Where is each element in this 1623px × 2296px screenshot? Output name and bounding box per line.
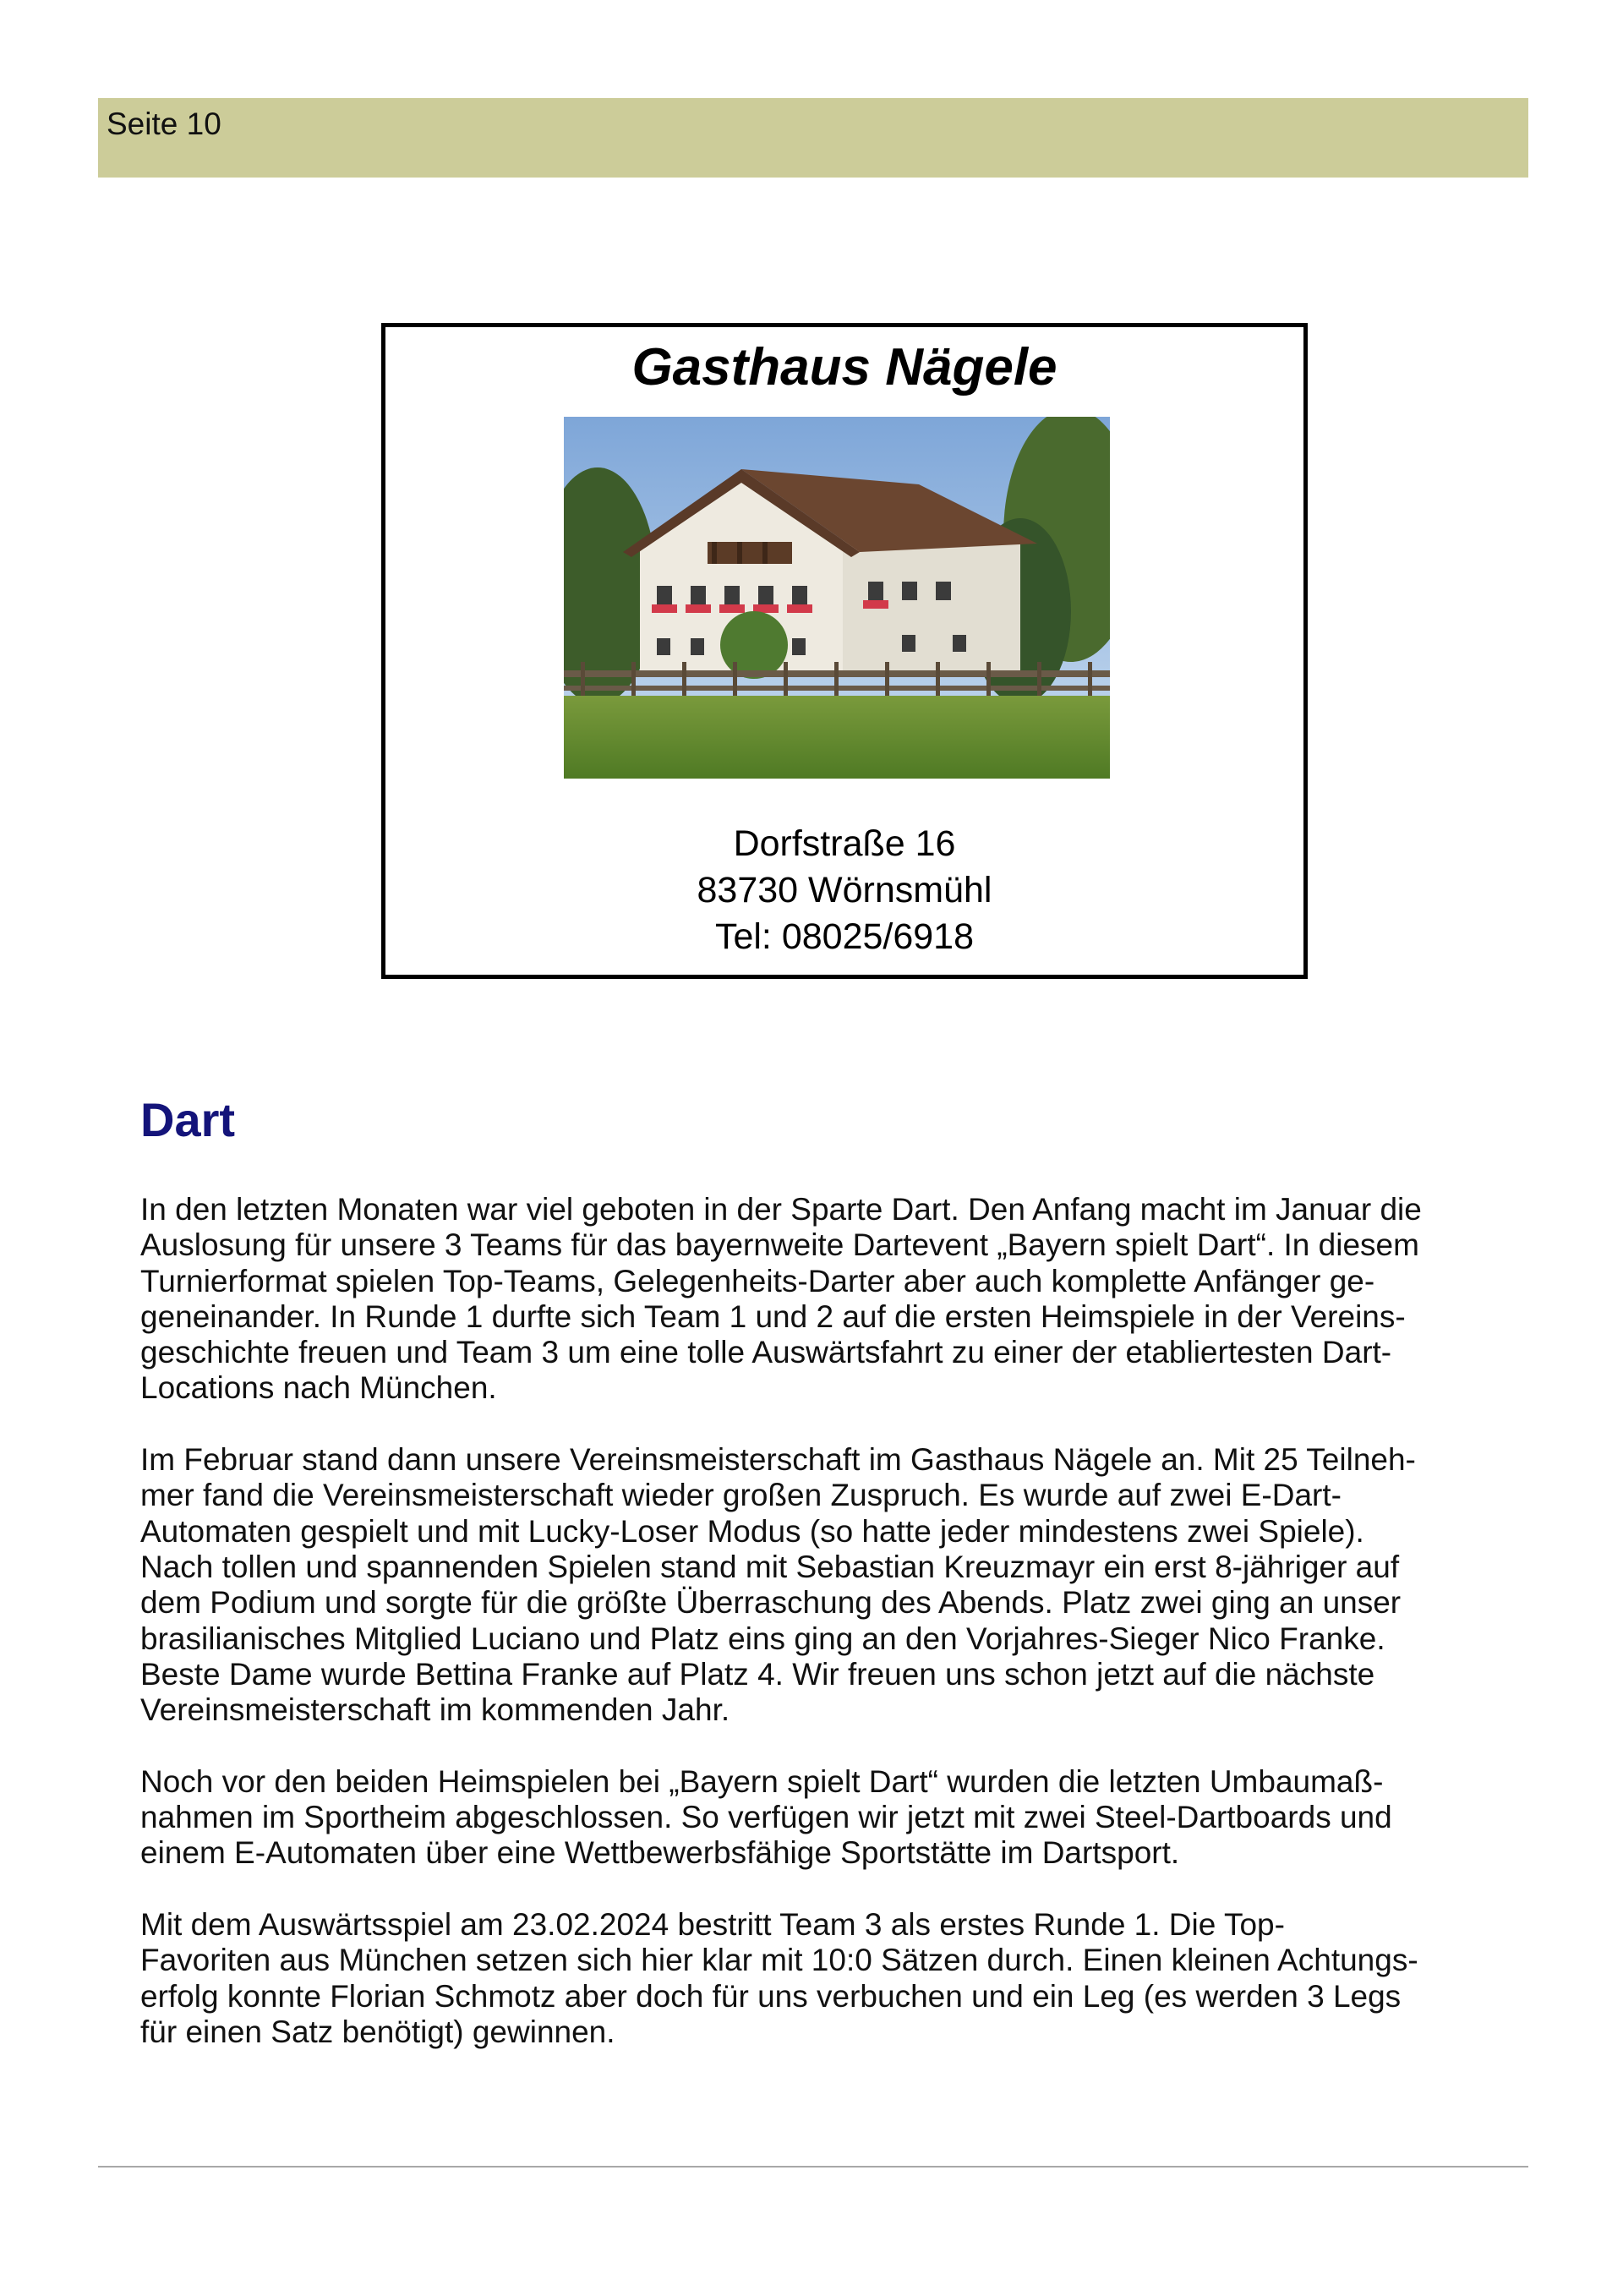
article-body [140,1192,1501,2086]
text-line: einem E-Automaten über eine Wettbewerbsfähige Sportstätte im Dartsport. [140,1835,1180,1871]
text-line: dem Podium und sorgte für die größte Überraschung des Abends. Platz zwei ging an unser [140,1585,1402,1621]
text-line: für einen Satz benötigt) gewinnen. [140,2014,615,2049]
text-line: geschichte freuen und Team 3 um eine tolle Auswärtsfahrt zu einer der etabliertesten Dart- [140,1335,1392,1370]
paragraph [140,1907,1501,2050]
text-line: In den letzten Monaten war viel geboten in der Sparte Dart. Den Anfang macht im Januar die [140,1192,1422,1227]
text-line: Nach tollen und spannenden Spielen stand mit Sebastian Kreuzmayr ein erst 8-jähriger auf [140,1549,1400,1584]
page-number: Seite 10 [107,107,221,141]
text-line: Locations nach München. [140,1370,497,1406]
text-line: nahmen im Sportheim abgeschlossen. So verfügen wir jetzt mit zwei Steel-Dartboards und [140,1800,1392,1835]
text-line: mer fand die Vereinsmeisterschaft wieder großen Zuspruch. Es wurde auf zwei E-Dart- [140,1478,1342,1513]
ad-street: Dorfstraße 16 [733,823,956,864]
ad-city: 83730 Wörnsmühl [697,870,992,910]
text-line: Vereinsmeisterschaft im kommenden Jahr. [140,1692,730,1728]
text-line: Favoriten aus München setzen sich hier klar mit 10:0 Sätzen durch. Einen kleinen Achtungs- [140,1943,1418,1978]
text-line: Automaten gespielt und mit Lucky-Loser Modus (so hatte jeder mindestens zwei Spiele). [140,1513,1364,1549]
advertisement-box [381,323,1308,979]
text-line: Auslosung für unsere 3 Teams für das bayernweite Dartevent „Bayern spielt Dart“. In diesem [140,1227,1419,1263]
paragraph [140,1442,1501,1728]
text-line: erfolg konnte Florian Schmotz aber doch für uns verbuchen und ein Leg (es werden 3 Legs [140,1978,1402,2014]
farmhouse-photo [564,417,1110,779]
ad-title: Gasthaus Nägele [631,338,1057,396]
section-title: Dart [140,1093,236,1146]
text-line: brasilianisches Mitglied Luciano und Platz eins ging an den Vorjahres-Sieger Nico Franke. [140,1621,1385,1656]
text-line: Noch vor den beiden Heimspielen bei „Bayern spielt Dart“ wurden die letzten Umbaumaß- [140,1763,1384,1799]
ad-address [385,821,1303,960]
paragraph [140,1192,1501,1407]
page-header-bar [98,98,1528,178]
text-line: Im Februar stand dann unsere Vereinsmeisterschaft im Gasthaus Nägele an. Mit 25 Teilneh- [140,1442,1416,1478]
text-line: Mit dem Auswärtsspiel am 23.02.2024 bestritt Team 3 als erstes Runde 1. Die Top- [140,1906,1285,1942]
text-line: Turnierformat spielen Top-Teams, Gelegenheits-Darter aber auch komplette Anfänger ge- [140,1263,1375,1298]
footer-divider [98,2166,1528,2168]
text-line: Beste Dame wurde Bettina Franke auf Platz 4. Wir freuen uns schon jetzt auf die nächste [140,1656,1375,1692]
paragraph [140,1764,1501,1872]
text-line: geneinander. In Runde 1 durfte sich Team 1 und 2 auf die ersten Heimspiele in der Vereins- [140,1298,1406,1334]
ad-phone: Tel: 08025/6918 [714,916,975,957]
